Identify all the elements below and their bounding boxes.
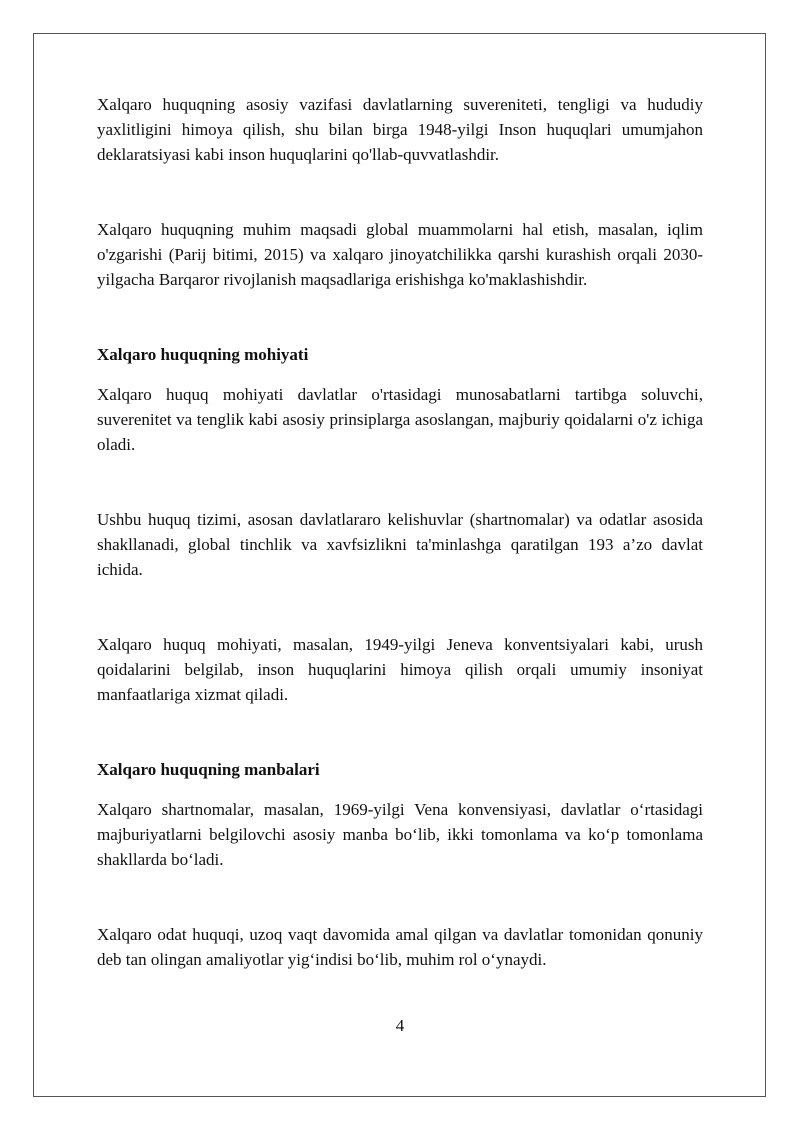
paragraph: Xalqaro huquqning asosiy vazifasi davlatlarning suvereniteti, tengligi va hududiy yaxlitligini himoya qilish, shu bilan birga 1948-yilgi Inson huquqlari umumjahon deklaratsiyasi kabi inson huquqlarini qo'llab-quvvatlashdir. (97, 95, 703, 164)
section-heading-manbalari: Xalqaro huquqning manbalari (97, 760, 320, 779)
paragraph: Xalqaro huquqning muhim maqsadi global muammolarni hal etish, masalan, iqlim o'zgarishi (Parij bitimi, 2015) va xalqaro jinoyatchilikka qarshi kurashish orqali 2030-yilgacha Barqaror rivojlanish maqsadlariga erishishga ko'maklashishdir. (97, 220, 703, 289)
paragraph: Xalqaro huquq mohiyati davlatlar o'rtasidagi munosabatlarni tartibga soluvchi, suverenitet va tenglik kabi asosiy prinsiplarga asoslangan, majburiy qoidalarni o'z ichiga oladi. (97, 385, 703, 454)
page-number: 4 (395, 1016, 405, 1035)
paragraph: Xalqaro shartnomalar, masalan, 1969-yilgi Vena konvensiyasi, davlatlar o‘rtasidagi majburiyatlarni belgilovchi asosiy manba bo‘lib, ikki tomonlama va ko‘p tomonlama shakllarda bo‘ladi. (97, 800, 703, 869)
section-heading-mohiyati: Xalqaro huquqning mohiyati (97, 345, 309, 364)
paragraph: Xalqaro odat huquqi, uzoq vaqt davomida amal qilgan va davlatlar tomonidan qonuniy deb tan olingan amaliyotlar yig‘indisi bo‘lib, muhim rol o‘ynaydi. (97, 925, 703, 969)
document-body (97, 92, 703, 972)
paragraph: Ushbu huquq tizimi, asosan davlatlararo kelishuvlar (shartnomalar) va odatlar asosida shakllanadi, global tinchlik va xavfsizlikni ta'minlashga qaratilgan 193 a’zo davlat ichida. (97, 510, 703, 579)
paragraph: Xalqaro huquq mohiyati, masalan, 1949-yilgi Jeneva konventsiyalari kabi, urush qoidalarini belgilab, inson huquqlarini himoya qilish orqali umumiy insoniyat manfaatlariga xizmat qiladi. (97, 635, 703, 704)
